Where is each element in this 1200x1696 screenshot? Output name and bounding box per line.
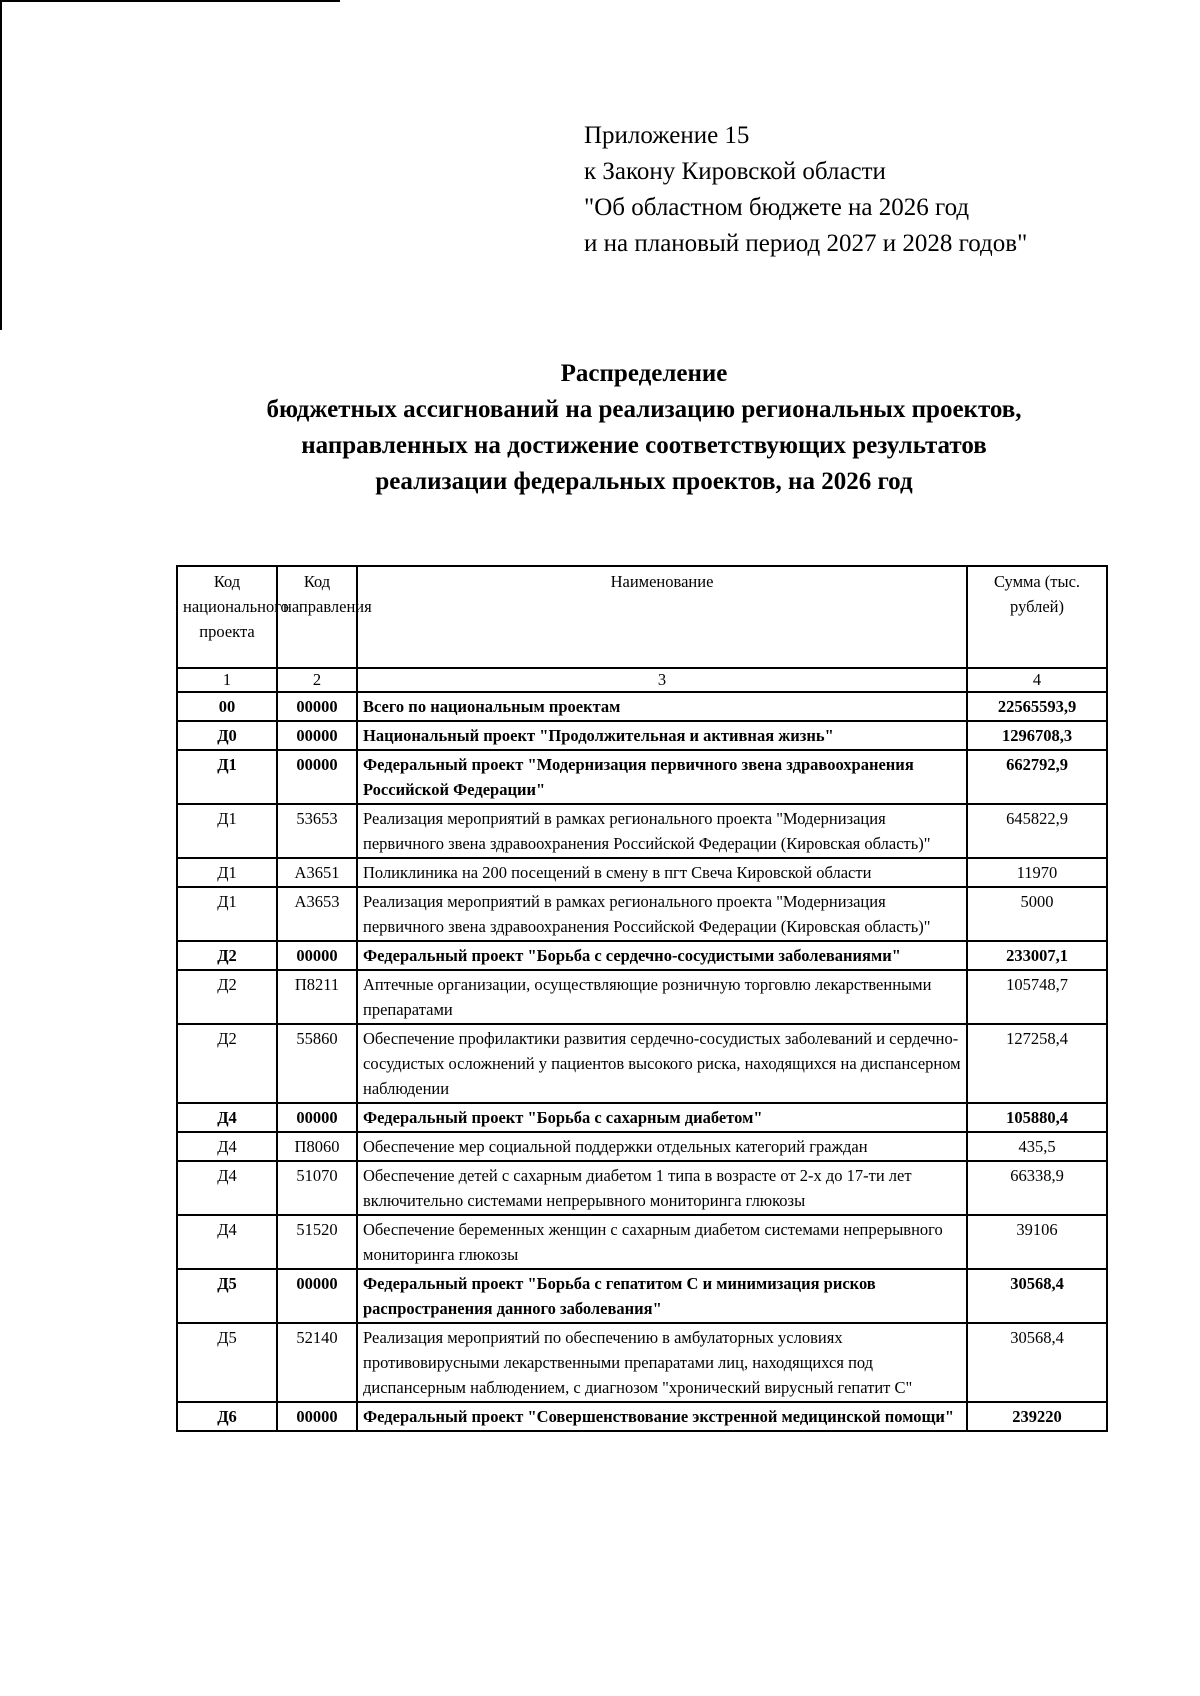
name-cell: Обеспечение мер социальной поддержки отдельных категорий граждан [357, 1132, 967, 1161]
name-cell: Обеспечение детей с сахарным диабетом 1 типа в возрасте от 2-х до 17-ти лет включительно системами непрерывного мониторинга глюкозы [357, 1161, 967, 1215]
national-project-code-cell: Д4 [177, 1161, 277, 1215]
sum-cell: 233007,1 [967, 941, 1107, 970]
direction-code-cell: 00000 [277, 1402, 357, 1431]
sum-cell: 30568,4 [967, 1269, 1107, 1323]
header-name: Наименование [357, 566, 967, 668]
sum-cell: 66338,9 [967, 1161, 1107, 1215]
sum-cell: 662792,9 [967, 750, 1107, 804]
column-number-row [177, 668, 1107, 692]
direction-code-cell: 00000 [277, 750, 357, 804]
national-project-code-cell: Д1 [177, 858, 277, 887]
table-body [177, 692, 1107, 1431]
national-project-code-cell: Д4 [177, 1215, 277, 1269]
name-cell: Реализация мероприятий по обеспечению в амбулаторных условиях противовирусными лекарственными препаратами лиц, находящихся под диспансерным наблюдением, с диагнозом "хронический вирусный гепатит С" [357, 1323, 967, 1402]
table-row [177, 858, 1107, 887]
name-cell: Реализация мероприятий в рамках регионального проекта "Модернизация первичного звена здравоохранения Российской Федерации (Кировская область)" [357, 804, 967, 858]
column-number: 4 [967, 668, 1107, 692]
national-project-code-cell: Д5 [177, 1269, 277, 1323]
direction-code-cell: 00000 [277, 1103, 357, 1132]
name-cell: Обеспечение профилактики развития сердечно-сосудистых заболеваний и сердечно-сосудистых осложнений у пациентов высокого риска, находящихся на диспансерном наблюдении [357, 1024, 967, 1103]
budget-table [176, 565, 1108, 1432]
name-cell: Национальный проект "Продолжительная и активная жизнь" [357, 721, 967, 750]
column-number: 2 [277, 668, 357, 692]
sum-cell: 645822,9 [967, 804, 1107, 858]
national-project-code-cell: Д4 [177, 1103, 277, 1132]
direction-code-cell: 00000 [277, 692, 357, 721]
direction-code-cell: 55860 [277, 1024, 357, 1103]
table-row [177, 1161, 1107, 1215]
title-line: направленных на достижение соответствующих результатов [301, 432, 987, 459]
annex-line: и на плановый период 2027 и 2028 годов" [584, 230, 1028, 257]
annex-line: "Об областном бюджете на 2026 год [584, 194, 970, 221]
direction-code-cell: 52140 [277, 1323, 357, 1402]
annex-line: Приложение 15 [584, 122, 750, 149]
national-project-code-cell: Д1 [177, 750, 277, 804]
direction-code-cell: 51070 [277, 1161, 357, 1215]
table-row [177, 804, 1107, 858]
document-title [120, 356, 1168, 500]
scan-edge-line-left [0, 0, 2, 330]
annex-line: к Закону Кировской области [584, 158, 886, 185]
table-row [177, 1323, 1107, 1402]
sum-cell: 127258,4 [967, 1024, 1107, 1103]
title-line: бюджетных ассигнований на реализацию региональных проектов, [266, 396, 1022, 423]
table-row [177, 750, 1107, 804]
column-number: 3 [357, 668, 967, 692]
national-project-code-cell: Д2 [177, 970, 277, 1024]
direction-code-cell: 53653 [277, 804, 357, 858]
name-cell: Всего по национальным проектам [357, 692, 967, 721]
direction-code-cell: П8211 [277, 970, 357, 1024]
scan-edge-line-top [0, 0, 340, 2]
header-sum: Сумма (тыс. рублей) [967, 566, 1107, 668]
direction-code-cell: 51520 [277, 1215, 357, 1269]
direction-code-cell: 00000 [277, 721, 357, 750]
table-row [177, 1024, 1107, 1103]
name-cell: Федеральный проект "Совершенствование экстренной медицинской помощи" [357, 1402, 967, 1431]
table-row [177, 887, 1107, 941]
table-row [177, 1103, 1107, 1132]
table-row [177, 1215, 1107, 1269]
table-row [177, 1132, 1107, 1161]
name-cell: Федеральный проект "Борьба с сахарным диабетом" [357, 1103, 967, 1132]
name-cell: Поликлиника на 200 посещений в смену в пгт Свеча Кировской области [357, 858, 967, 887]
national-project-code-cell: Д2 [177, 1024, 277, 1103]
national-project-code-cell: 00 [177, 692, 277, 721]
direction-code-cell: 00000 [277, 1269, 357, 1323]
title-line: реализации федеральных проектов, на 2026 год [375, 468, 913, 495]
name-cell: Аптечные организации, осуществляющие розничную торговлю лекарственными препаратами [357, 970, 967, 1024]
sum-cell: 435,5 [967, 1132, 1107, 1161]
title-line: Распределение [560, 360, 728, 387]
national-project-code-cell: Д2 [177, 941, 277, 970]
national-project-code-cell: Д4 [177, 1132, 277, 1161]
sum-cell: 39106 [967, 1215, 1107, 1269]
sum-cell: 105880,4 [967, 1103, 1107, 1132]
sum-cell: 1296708,3 [967, 721, 1107, 750]
name-cell: Обеспечение беременных женщин с сахарным диабетом системами непрерывного мониторинга глюкозы [357, 1215, 967, 1269]
name-cell: Реализация мероприятий в рамках регионального проекта "Модернизация первичного звена здравоохранения Российской Федерации (Кировская область)" [357, 887, 967, 941]
sum-cell: 11970 [967, 858, 1107, 887]
table-row [177, 1402, 1107, 1431]
sum-cell: 105748,7 [967, 970, 1107, 1024]
name-cell: Федеральный проект "Борьба с гепатитом С и минимизация рисков распространения данного заболевания" [357, 1269, 967, 1323]
direction-code-cell: 00000 [277, 941, 357, 970]
sum-cell: 239220 [967, 1402, 1107, 1431]
table-header-row [177, 566, 1107, 668]
header-national-project-code: Код национального проекта [177, 566, 277, 668]
national-project-code-cell: Д1 [177, 887, 277, 941]
header-direction-code: Код направления [277, 566, 357, 668]
national-project-code-cell: Д1 [177, 804, 277, 858]
table-row [177, 692, 1107, 721]
national-project-code-cell: Д6 [177, 1402, 277, 1431]
direction-code-cell: А3653 [277, 887, 357, 941]
annex-block [584, 118, 1027, 262]
table-row [177, 941, 1107, 970]
national-project-code-cell: Д5 [177, 1323, 277, 1402]
name-cell: Федеральный проект "Борьба с сердечно-сосудистыми заболеваниями" [357, 941, 967, 970]
column-number: 1 [177, 668, 277, 692]
name-cell: Федеральный проект "Модернизация первичного звена здравоохранения Российской Федерации" [357, 750, 967, 804]
direction-code-cell: П8060 [277, 1132, 357, 1161]
table-row [177, 721, 1107, 750]
sum-cell: 30568,4 [967, 1323, 1107, 1402]
direction-code-cell: А3651 [277, 858, 357, 887]
sum-cell: 5000 [967, 887, 1107, 941]
sum-cell: 22565593,9 [967, 692, 1107, 721]
national-project-code-cell: Д0 [177, 721, 277, 750]
table-row [177, 1269, 1107, 1323]
table-row [177, 970, 1107, 1024]
